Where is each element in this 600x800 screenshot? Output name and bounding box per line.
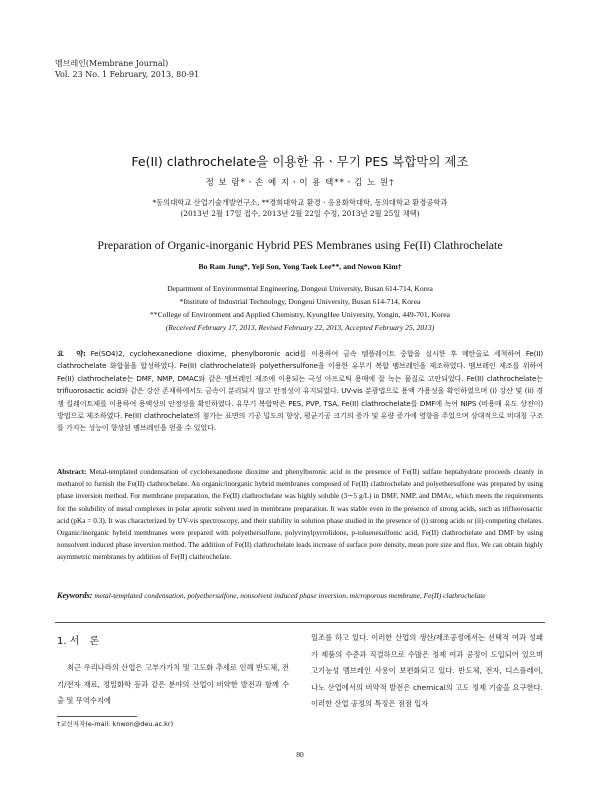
journal-header (55, 58, 199, 80)
section-divider (55, 622, 545, 623)
english-abstract (57, 466, 543, 564)
korean-authors: 정 보 람*ㆍ손 예 지ㆍ이 용 택**ㆍ김 노 원† (205, 178, 395, 188)
english-affiliation-2: *Institute of Industrial Technology, Dongeui University, Busan 614-714, Korea (179, 297, 421, 306)
korean-abstract-text: Fe(SO4)2, cyclohexanedione dioxime, phenylboronic acid를 이용하여 금속 템플레이트 중합을 실시한 후 메탄올로 세척하여 Fe(II) clathrochelate 화합물을 합성하였다. Fe(II) clathrochelate와 polyethersulfone을 이용한 유무기 복합 멤브레인을 제조하였다. 멤브레인 제조를 위하여 Fe(II) clathrochelate는 DMF, NMP, DMAC와 같은 멤브레인 제조에 이용되는 극성 아프로틱 용매에 잘 녹는 물질로 고안되었다. Fe(II) clathrochelate는 trifluorosactic acid와 같은 강산 존재하에서도 금속이 분리되지 않고 안정성이 유지되었다. UV-vis 분광법으로 용액 가용성을 확인하였으며 (i) 강산 및 (ii) 경쟁 킬레이트제를 이용하여 용액상의 안정성을 확인하였다. 유무기 복합막은 PES, PVP, TSA, Fe(II) clathrochelate를 DMF에 녹여 NIPS (비용매 유도 상전이) 방법으로 제조하였다. Fe(II) clathrochelate의 첨가는 표면의 기공 밀도의 향상, 평균기공 크기의 증가 및 유량 증가에 영향을 주었으며 상대적으로 비대칭 구조를 가지는 성능이 향상된 멤브레인을 얻을 수 있었다. (57, 349, 543, 433)
korean-title: Fe(II) clathrochelate을 이용한 유ㆍ무기 PES 복합막의 제조 (131, 154, 469, 169)
journal-name: 멤브레인(Membrane Journal) (55, 59, 169, 68)
intro-left-column: 최근 우리나라의 산업은 고부가가치 및 고도화 추세로 인해 반도체, 전기/전자 재료, 정밀화학 등과 같은 분야의 산업이 비약한 발전과 함께 수출 및 무역수지에 (57, 663, 289, 706)
footnote-divider (57, 716, 137, 717)
english-affiliation-1: Department of Environmental Engineering, Dongeui University, Busan 614-714, Korea (167, 284, 433, 293)
korean-affiliation: *동의대학교 산업기술개발연구소, **경희대학교 환경ㆍ응용화학대학, 동의대학교 환경공학과 (152, 198, 448, 207)
english-abstract-label: Abstract: (57, 468, 87, 476)
korean-affiliation-block (0, 197, 600, 219)
volume-info: Vol. 23 No. 1 February, 2013, 80-91 (55, 70, 200, 79)
section-heading: 1. 서 론 (57, 636, 100, 647)
page-number: 80 (296, 750, 304, 759)
english-title: Preparation of Organic-inorganic Hybrid PES Membranes using Fe(II) Clathrochelate (97, 238, 503, 252)
corresponding-author-footnote: †교신저자(e-mail: knwon@deu.ac.kr) (57, 720, 174, 728)
keywords-text: metal-templated condensation, polyethersulfone, nonsolvent induced phase inversion, microporous membrane, Fe(II) clathrochelate (94, 591, 486, 600)
english-abstract-text: Metal-templated condensation of cyclohexanedione dioxime and phenylboronic acid in the presence of Fe(II) sulfate heptahydrate proceeds cleanly in methanol to furnish the Fe(II) clathrochelate. An organic/inorganic hybrid membranes composed of Fe(II) clathrochelate and polyethersulfone was prepared by using phase inversion method. For membrane preparation, the Fe(II) clathrochelate was highly soluble (3∼5 g/L) in DMF, NMP, and DMAc, which meets the requirements for the solubility of metal complexes in polar aprotic solvent used in membrane preparation. It was stable even in the presence of strong acids, such as trifluorosactic acid (pKa = 0.3). It was characterized by UV-vis spectroscopy, and their stability in solution phase studied in the presence of (i) strong acids or (ii) competing chelates. Organic/inorganic hybrid membranes were prepared with polyethersulfone, polyvinylpyrrolidone, p-toluenesulfonic acid, Fe(II) clathrochelate and DMF by using nonsolvent induced phase inversion method. The addition of Fe(II) clathrochelate leads increase of surface pore density, mean pore size and flux. We can obtain highly asymmetric membranes by addition of Fe(II) clathrochelate. (57, 468, 544, 562)
keywords (57, 590, 543, 602)
english-affiliation-block (0, 282, 600, 334)
korean-abstract (57, 348, 543, 435)
intro-right-column: 일조를 하고 있다. 이러한 산업의 생산/제조공정에서는 선택적 여과 성패가 제품의 수준과 직결하므로 수많은 정제 여과 공정이 도입되어 있으며 고기능성 멤브레인 사용이 보편화되고 있다. 반도체, 전자, 디스플레이, 나노 산업에서의 비약적 발전은 chemical의 고도 정제 기술을 요구한다. 이러한 산업 공정의 특징은 점점 입자 (311, 633, 543, 709)
english-dates: (Received February 17, 2013, Revised February 22, 2013, Accepted February 25, 2013) (165, 323, 435, 332)
korean-dates: (2013년 2월 17일 접수, 2013년 2월 22일 수정, 2013년 2월 25일 채택) (180, 209, 420, 218)
keywords-label: Keywords: (57, 591, 93, 600)
korean-abstract-label: 요 약: (57, 349, 86, 358)
english-affiliation-3: **College of Environment and Applied Chemistry, KyungHee University, Yongin, 449-701, Korea (150, 310, 450, 319)
english-authors: Bo Ram Jung*, Yeji Son, Yong Taek Lee**, and Nowon Kim† (198, 262, 402, 271)
